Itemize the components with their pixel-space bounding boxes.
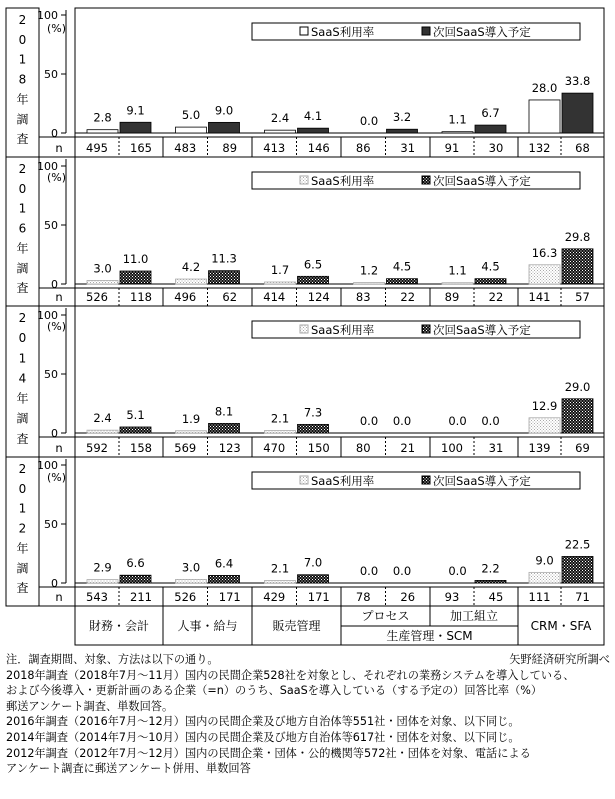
survey-label-char: 8 xyxy=(18,72,27,87)
survey-label-char: 2 xyxy=(18,13,27,27)
survey-label-char: 1 xyxy=(18,201,27,216)
legend-label: 次回SaaS導入予定 xyxy=(433,25,531,39)
survey-label-char: 0 xyxy=(18,331,27,346)
n-value: 71 xyxy=(575,590,590,604)
bar-value-label: 0.0 xyxy=(359,564,379,578)
bar-value-label: 4.5 xyxy=(481,259,500,274)
y-tick-label: 50 xyxy=(44,368,58,381)
bar-value-label: 28.0 xyxy=(531,80,558,95)
legend-swatch xyxy=(422,476,430,484)
notes-section xyxy=(6,652,610,777)
n-value: 496 xyxy=(174,290,197,304)
survey-label-char: 4 xyxy=(18,371,27,386)
y-tick-label: 50 xyxy=(44,518,58,531)
bar-value-label: 0.0 xyxy=(448,414,467,428)
n-value: 470 xyxy=(263,441,286,455)
survey-label-char: 査 xyxy=(16,132,29,147)
bar xyxy=(298,276,329,284)
n-value: 211 xyxy=(130,590,152,604)
bar-value-label: 22.5 xyxy=(564,537,591,552)
bar xyxy=(298,575,329,583)
n-value: 100 xyxy=(441,441,463,455)
n-value: 30 xyxy=(488,141,504,155)
y-tick-label: 100 xyxy=(37,160,58,173)
bar-value-label: 5.0 xyxy=(181,108,201,123)
survey-label-char: 0 xyxy=(18,181,27,196)
survey-label-char: 調 xyxy=(16,261,29,276)
survey-label-char: 2 xyxy=(18,462,27,476)
bar xyxy=(87,130,118,133)
n-label: n xyxy=(55,141,63,155)
n-value: 111 xyxy=(528,590,551,604)
bar xyxy=(265,431,296,433)
note-line: 2016年調査（2016年7月～12月）国内の民間企業及び地方自治体等551社・団体を対象、以下同じ。 xyxy=(6,715,520,729)
survey-label-char: 1 xyxy=(18,52,27,67)
legend-label: SaaS利用率 xyxy=(311,474,375,488)
survey-label-char: 2 xyxy=(18,521,27,536)
bar xyxy=(209,122,240,133)
n-value: 89 xyxy=(222,141,238,155)
bar xyxy=(529,572,560,583)
n-value: 80 xyxy=(355,441,371,455)
bar xyxy=(298,424,329,433)
survey-label-char: 1 xyxy=(18,501,27,516)
bar-value-label: 9.1 xyxy=(126,103,145,118)
note-line: 2012年調査（2012年7月～12月）国内の民間企業・団体・公的機関等572社・団体を対象、電話による xyxy=(6,746,531,760)
survey-label-char: 年 xyxy=(16,92,29,107)
y-tick-label: 100 xyxy=(37,9,58,22)
category-label: プロセス xyxy=(361,609,410,623)
bar-value-label: 4.1 xyxy=(303,109,323,124)
y-tick-label: 50 xyxy=(44,68,58,81)
legend-label: 次回SaaS導入予定 xyxy=(433,474,531,488)
survey-label-char: 査 xyxy=(16,581,29,596)
n-label: n xyxy=(55,441,63,455)
n-value: 150 xyxy=(307,441,330,455)
n-value: 569 xyxy=(174,441,197,455)
bar xyxy=(120,271,151,284)
bar xyxy=(176,431,207,433)
bar xyxy=(475,125,506,133)
n-value: 86 xyxy=(355,141,371,155)
n-value: 26 xyxy=(400,590,416,604)
bar-value-label: 3.2 xyxy=(392,110,412,125)
legend-label: SaaS利用率 xyxy=(311,174,375,188)
n-value: 146 xyxy=(307,141,330,155)
bar-value-label: 2.4 xyxy=(93,411,112,426)
n-value: 22 xyxy=(400,290,416,304)
bar xyxy=(120,122,151,133)
bar-value-label: 4.2 xyxy=(181,260,201,275)
y-tick-label: 50 xyxy=(44,219,58,232)
note-line: 郵送アンケート調査、単数回答。 xyxy=(6,699,174,713)
bar-value-label: 1.9 xyxy=(181,411,201,426)
y-tick-label: 100 xyxy=(37,459,58,472)
bar xyxy=(442,283,473,284)
bar xyxy=(354,283,385,284)
bar xyxy=(529,418,560,433)
n-value: 45 xyxy=(488,590,504,604)
legend-label: SaaS利用率 xyxy=(311,323,375,337)
n-value: 495 xyxy=(86,141,108,155)
bar xyxy=(265,130,296,133)
legend-swatch xyxy=(422,176,430,184)
n-value: 22 xyxy=(488,290,504,304)
y-axis-unit: (%) xyxy=(47,22,67,35)
bar-value-label: 7.0 xyxy=(303,555,323,570)
n-label: n xyxy=(55,590,63,604)
bar xyxy=(209,271,240,284)
n-value: 139 xyxy=(528,441,551,455)
n-value: 123 xyxy=(218,441,241,455)
bar-value-label: 7.3 xyxy=(303,405,323,420)
category-label: 財務・会計 xyxy=(88,619,150,633)
n-value: 158 xyxy=(130,441,152,455)
bar-value-label: 6.4 xyxy=(214,556,234,571)
n-value: 93 xyxy=(444,590,460,604)
bar-value-label: 16.3 xyxy=(531,245,558,260)
category-label: 加工組立 xyxy=(449,609,499,623)
note-line: アンケート調査に郵送アンケート併用、単数回答 xyxy=(6,762,251,776)
bar-value-label: 2.8 xyxy=(93,110,112,125)
survey-label-char: 査 xyxy=(16,281,29,296)
bar xyxy=(176,579,207,583)
n-label: n xyxy=(55,290,63,304)
n-value: 118 xyxy=(130,290,152,304)
y-tick-label: 100 xyxy=(37,309,58,322)
legend-swatch xyxy=(300,176,308,184)
bar xyxy=(442,132,473,133)
survey-label-char: 0 xyxy=(18,481,27,496)
bar xyxy=(562,93,593,133)
category-label: CRM・SFA xyxy=(530,619,592,633)
legend-label: 次回SaaS導入予定 xyxy=(433,174,531,188)
bar-value-label: 1.7 xyxy=(270,262,290,277)
bar-value-label: 0.0 xyxy=(359,414,379,428)
legend-swatch xyxy=(422,27,430,35)
survey-label-char: 1 xyxy=(18,351,27,366)
bar-value-label: 9.0 xyxy=(214,103,234,118)
category-table xyxy=(75,606,604,645)
n-value: 31 xyxy=(400,141,416,155)
y-axis-unit: (%) xyxy=(47,171,67,184)
n-value: 31 xyxy=(488,441,504,455)
n-value: 132 xyxy=(528,141,551,155)
survey-label-char: 査 xyxy=(16,431,29,446)
survey-label-char: 年 xyxy=(16,541,29,556)
bar xyxy=(562,249,593,284)
note-line: 2018年調査（2018年7月～11月）国内の民間企業528社を対象とし、それぞれの業務システムを導入している、 xyxy=(6,668,575,682)
bar xyxy=(120,427,151,433)
bar xyxy=(265,581,296,583)
note-line: 2014年調査（2014年7月～10月）国内の民間企業及び地方自治体等617社・団体を対象、以下同じ。 xyxy=(6,730,520,744)
bar xyxy=(87,280,118,284)
n-value: 171 xyxy=(218,590,241,604)
y-tick-label: 0 xyxy=(51,577,58,590)
n-value: 91 xyxy=(444,141,460,155)
bar-value-label: 8.1 xyxy=(214,404,234,419)
y-tick-label: 0 xyxy=(51,278,58,291)
n-value: 483 xyxy=(174,141,197,155)
bar-value-label: 0.0 xyxy=(448,564,467,578)
bar-value-label: 5.1 xyxy=(126,407,145,422)
bar-value-label: 11.0 xyxy=(122,252,149,267)
bar xyxy=(387,129,418,133)
bar-value-label: 4.5 xyxy=(392,259,412,274)
bar-value-label: 11.3 xyxy=(211,251,237,266)
y-tick-label: 0 xyxy=(51,427,58,440)
bar-value-label: 0.0 xyxy=(392,414,412,428)
survey-label-char: 0 xyxy=(18,32,27,47)
bar-value-label: 2.2 xyxy=(481,561,500,576)
bar xyxy=(475,580,506,583)
bar-value-label: 2.1 xyxy=(270,561,290,576)
y-tick-label: 0 xyxy=(51,127,58,140)
bar-value-label: 1.2 xyxy=(359,263,379,278)
legend-swatch xyxy=(300,325,308,333)
legend-label: SaaS利用率 xyxy=(311,25,375,39)
n-value: 21 xyxy=(400,441,416,455)
legend-swatch xyxy=(422,325,430,333)
bar xyxy=(562,399,593,433)
bar-value-label: 6.6 xyxy=(126,556,145,571)
bar-value-label: 2.4 xyxy=(270,111,290,126)
bar xyxy=(475,279,506,284)
bar xyxy=(87,580,118,583)
n-value: 543 xyxy=(86,590,108,604)
n-value: 171 xyxy=(307,590,330,604)
y-axis-unit: (%) xyxy=(47,471,67,484)
legend-swatch xyxy=(300,476,308,484)
category-label: 人事・給与 xyxy=(177,619,238,633)
survey-label-char: 年 xyxy=(16,391,29,406)
bar-value-label: 2.1 xyxy=(270,411,290,426)
bar xyxy=(176,127,207,133)
n-value: 165 xyxy=(130,141,152,155)
note-line: および今後導入・更新計画のある企業（=n）のうち、SaaSを導入している（する予定の）回答比率（%） xyxy=(6,684,543,698)
bar-value-label: 29.8 xyxy=(564,229,591,244)
bar-value-label: 33.8 xyxy=(564,74,591,89)
survey-label-char: 2 xyxy=(18,311,27,325)
survey-label-char: 調 xyxy=(16,411,29,426)
bar xyxy=(529,265,560,284)
n-value: 78 xyxy=(355,590,371,604)
n-value: 429 xyxy=(263,590,286,604)
n-value: 413 xyxy=(263,141,286,155)
bar-value-label: 2.9 xyxy=(93,560,112,575)
bar-value-label: 0.0 xyxy=(359,114,379,128)
n-value: 57 xyxy=(575,290,590,304)
bar-value-label: 3.0 xyxy=(93,261,112,276)
bar-value-label: 0.0 xyxy=(481,414,500,428)
survey-label-char: 年 xyxy=(16,241,29,256)
n-value: 124 xyxy=(307,290,330,304)
bar xyxy=(87,430,118,433)
n-value: 83 xyxy=(355,290,371,304)
legend-label: 次回SaaS導入予定 xyxy=(433,323,531,337)
bar xyxy=(562,556,593,583)
survey-label-char: 2 xyxy=(18,162,27,176)
bar-value-label: 3.0 xyxy=(181,560,201,575)
n-value: 89 xyxy=(444,290,460,304)
n-value: 69 xyxy=(575,441,590,455)
bar xyxy=(209,575,240,583)
bar-value-label: 6.5 xyxy=(303,257,323,272)
bar-value-label: 6.7 xyxy=(481,106,500,121)
survey-label-char: 調 xyxy=(16,561,29,576)
bar xyxy=(387,279,418,284)
category-label: 販売管理 xyxy=(272,619,321,633)
bar-value-label: 0.0 xyxy=(392,564,412,578)
bar xyxy=(265,282,296,284)
n-value: 68 xyxy=(575,141,590,155)
bar xyxy=(120,575,151,583)
n-value: 414 xyxy=(263,290,286,304)
n-value: 526 xyxy=(86,290,108,304)
bar-value-label: 1.1 xyxy=(448,263,467,278)
bar-value-label: 12.9 xyxy=(531,398,558,413)
bar-value-label: 29.0 xyxy=(564,379,591,394)
survey-label-char: 調 xyxy=(16,112,29,127)
bar-value-label: 1.1 xyxy=(448,112,467,127)
bar xyxy=(529,100,560,133)
y-axis-unit: (%) xyxy=(47,320,67,333)
survey-label-char: 6 xyxy=(18,221,27,236)
bar xyxy=(298,128,329,133)
source-credit: 矢野経済研究所調べ xyxy=(509,653,610,666)
n-value: 592 xyxy=(86,441,108,455)
n-value: 62 xyxy=(222,290,238,304)
bar-value-label: 9.0 xyxy=(535,553,554,568)
bar xyxy=(176,279,207,284)
bar xyxy=(209,423,240,433)
n-value: 141 xyxy=(528,290,551,304)
legend-swatch xyxy=(300,27,308,35)
n-value: 526 xyxy=(174,590,197,604)
category-group-label: 生産管理・SCM xyxy=(386,629,473,643)
notes-title: 注．調査期間、対象、方法は以下の通り。 xyxy=(6,653,219,666)
